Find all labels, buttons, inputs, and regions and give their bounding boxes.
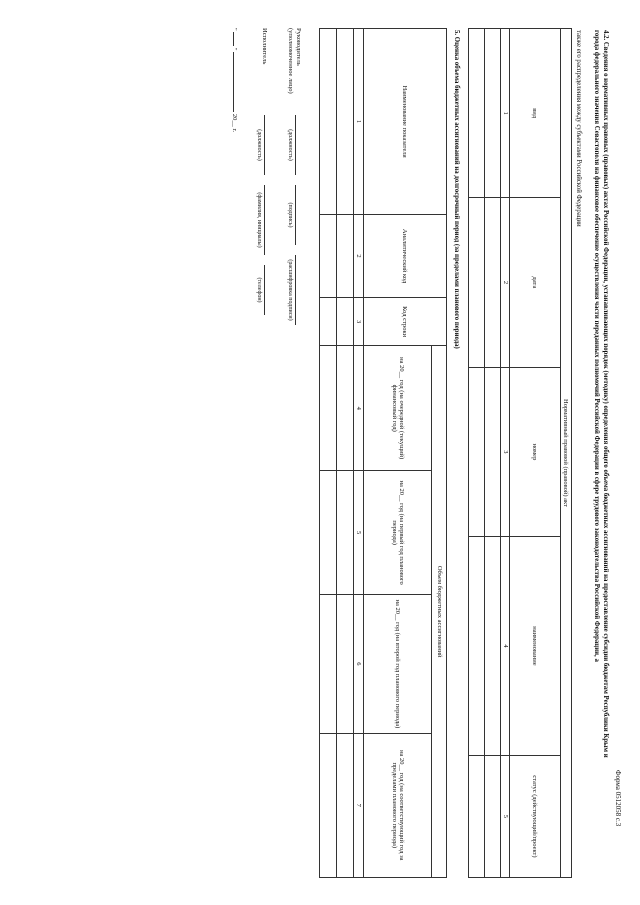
table-row [337,29,354,878]
header-current-year: на 20__ год (на очередной (текущий) финансовый год) [363,346,431,471]
table-row [469,29,485,878]
col-number-1: 1 [501,29,510,198]
header-status: статус (действующий/проект) [510,755,560,877]
section-4-2-title [592,30,610,770]
date-line [231,28,238,132]
col-number-2: 2 [501,198,510,367]
head-position-caption: (должность) [287,129,293,161]
header-second-plan-year: на 20__ год (на второй год планового периода) [363,595,431,733]
executor-position-line [264,115,265,175]
header-indicator-name: Наименование показателя [363,29,446,215]
col-number-7: 7 [354,733,364,877]
header-date: дата [510,198,560,367]
header-beyond-plan-year: на 20__ год (на соответствующий год за пределами планового периода) [363,733,431,877]
col-number-4: 4 [501,537,510,756]
date-month-blank [233,52,234,112]
header-budget-volume: Объем бюджетных ассигнований [432,346,447,878]
date-quote-close: " [231,47,238,51]
executor-name-caption: (фамилия, инициалы) [256,192,262,248]
header-first-plan-year: на 20__ год (на первый год планового периода) [363,471,431,595]
header-number: номер [510,367,560,537]
header-row-code: Код строки [363,297,446,345]
date-quote-open: " [231,28,238,31]
header-normative-act: Нормативный правовой (правовой) акт [560,29,571,878]
col-number-2: 2 [354,215,364,298]
head-label-line2: (уполномоченное лицо) [287,28,294,94]
date-year: 20__ г. [231,113,238,132]
section-4-2-subtitle: также его распределения между субъектами Российской Федерации [575,30,582,227]
col-number-3: 3 [501,367,510,537]
table-row [485,29,501,878]
header-analytic-code: Аналитический код [363,215,446,298]
normative-acts-table [468,28,572,878]
executor-phone-line [264,265,265,315]
col-number-6: 6 [354,595,364,733]
date-day-blank [233,32,234,46]
head-signature-line [295,185,296,245]
executor-label: Исполнитель [261,28,268,65]
section-4-2-title-text: 4.2. Сведения о нормативных правовых (правовых) актах Российской Федерации, устанавливающих порядок (методику) определения общего объема бюджетных ассигнований на предоставление субсидии бюджетам Республики Крым и города федерального значения Севастополя на финансовое обеспечение осуществления части переданных полномочий Российской Федерации в сфере трудового законодательства Российской Федерации, а [593,30,609,758]
table-row [320,29,337,878]
col-number-5: 5 [354,471,364,595]
rotated-sheet [10,0,640,900]
head-position-line [295,115,296,175]
executor-position-caption: (должность) [256,129,262,161]
col-number-3: 3 [354,297,364,345]
col-number-4: 4 [354,346,364,471]
col-number-1: 1 [354,29,364,215]
header-kind: вид [510,29,560,198]
head-label-line1: Руководитель [295,28,302,66]
budget-estimate-table [319,28,447,878]
col-number-5: 5 [501,755,510,877]
section-5-title: 5. Оценка объема бюджетных ассигнований на долгосрочный период (за пределами планового периода) [453,30,460,349]
head-decoding-line [295,255,296,325]
head-decoding-caption: (расшифровка подписи) [287,259,293,321]
executor-name-line [264,185,265,255]
executor-phone-caption: (телефон) [256,277,262,303]
form-code: Форма 0512058 с.3 [614,770,622,827]
head-label [286,28,302,94]
head-signature-caption: (подпись) [287,202,293,228]
header-name: наименование [510,537,560,756]
